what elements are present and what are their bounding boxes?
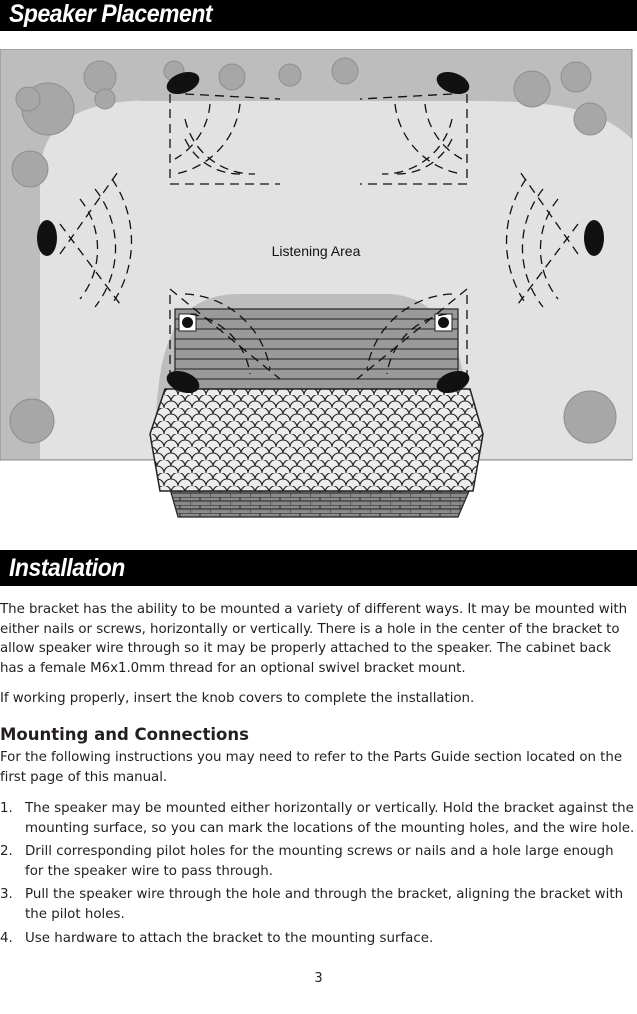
step-text: Use hardware to attach the bracket to the mounting surface. [25, 930, 434, 946]
list-item [0, 929, 636, 949]
list-item [0, 885, 636, 924]
step-text: Drill corresponding pilot holes for the mounting screws or nails and a hole large enough for the speaker wire to pass through. [25, 844, 614, 879]
step-number: 3. [0, 887, 13, 903]
step-text: Pull the speaker wire through the hole and through the bracket, aligning the bracket with the pilot holes. [25, 887, 624, 922]
mounting-steps [0, 799, 636, 952]
list-item [0, 799, 636, 838]
installation-title: Installation [9, 554, 125, 582]
sofa [150, 389, 483, 491]
mounting-intro: For the following instructions you may need to refer to the Parts Guide section located on the first page of this manual. [0, 750, 623, 785]
installation-paragraph-1: The bracket has the ability to be mounted a variety of different ways. It may be mounted with either nails or screws, horizontally or vertically. There is a hole in the center of the bracket to allow speaker wire through so it may be properly attached to the speaker. The cabinet back has a female M6x1.0mm thread for an optional swivel bracket mount. [0, 602, 628, 676]
installation-paragraph-2: If working properly, insert the knob covers to complete the installation. [0, 691, 475, 706]
sofa-base [170, 489, 470, 517]
step-text: The speaker may be mounted either horizontally or vertically. Hold the bracket against the mounting surface, so you can mark the locations of the mounting holes, and the wire hole. [25, 801, 635, 836]
step-number: 2. [0, 844, 13, 860]
step-number: 4. [0, 930, 13, 946]
step-number: 1. [0, 801, 13, 816]
speaker-placement-diagram [0, 49, 637, 519]
listening-area-label: Listening Area [271, 243, 361, 259]
speaker-placement-header [0, 0, 637, 31]
page-number: 3 [314, 971, 323, 986]
speaker-placement-title: Speaker Placement [9, 0, 213, 28]
list-item [0, 842, 636, 881]
mounting-heading: Mounting and Connections [0, 725, 249, 744]
installation-header [0, 550, 637, 586]
